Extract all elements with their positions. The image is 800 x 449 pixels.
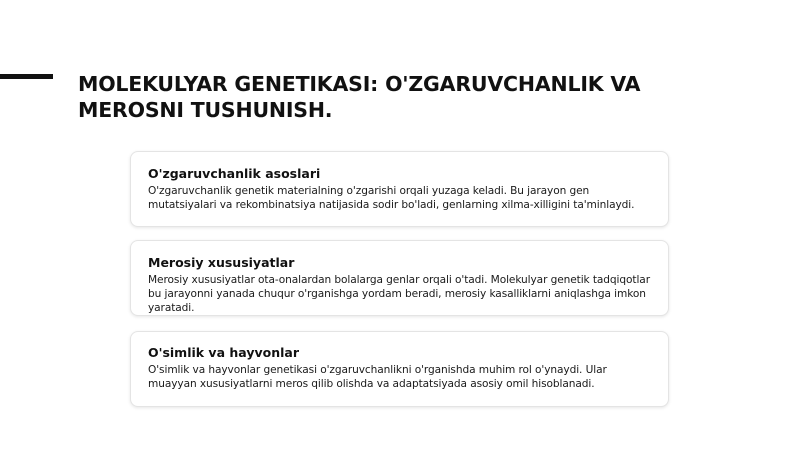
slide-title: MOLEKULYAR GENETIKASI: O'ZGARUVCHANLIK VA MEROSNI TUSHUNISH. bbox=[78, 72, 641, 122]
content-card-hereditary-traits bbox=[130, 240, 669, 316]
card-text: O'zgaruvchanlik genetik materialning o'zgarishi orqali yuzaga keladi. Bu jarayon gen mutatsiyalari va rekombinatsiya natijasida sodir bo'ladi, genlarning xilma-xilligini ta'minlaydi. bbox=[148, 185, 635, 211]
card-title: Merosiy xususiyatlar bbox=[148, 255, 295, 270]
card-text: Merosiy xususiyatlar ota-onalardan bolalarga genlar orqali o'tadi. Molekulyar genetik tadqiqotlar bu jarayonni yanada chuqur o'rganishga yordam beradi, merosiy kasalliklarni aniqlashga imkon yaratadi. bbox=[148, 274, 650, 314]
card-title: O'zgaruvchanlik asoslari bbox=[148, 166, 321, 181]
content-card-variability-basics bbox=[130, 151, 669, 227]
card-title: O'simlik va hayvonlar bbox=[148, 345, 299, 360]
content-card-plants-animals bbox=[130, 331, 669, 407]
title-accent-bar bbox=[0, 74, 53, 79]
card-text: O'simlik va hayvonlar genetikasi o'zgaruvchanlikni o'rganishda muhim rol o'ynaydi. Ular muayyan xususiyatlarni meros qilib olishda va adaptatsiyada asosiy omil hisoblanadi. bbox=[148, 364, 607, 390]
